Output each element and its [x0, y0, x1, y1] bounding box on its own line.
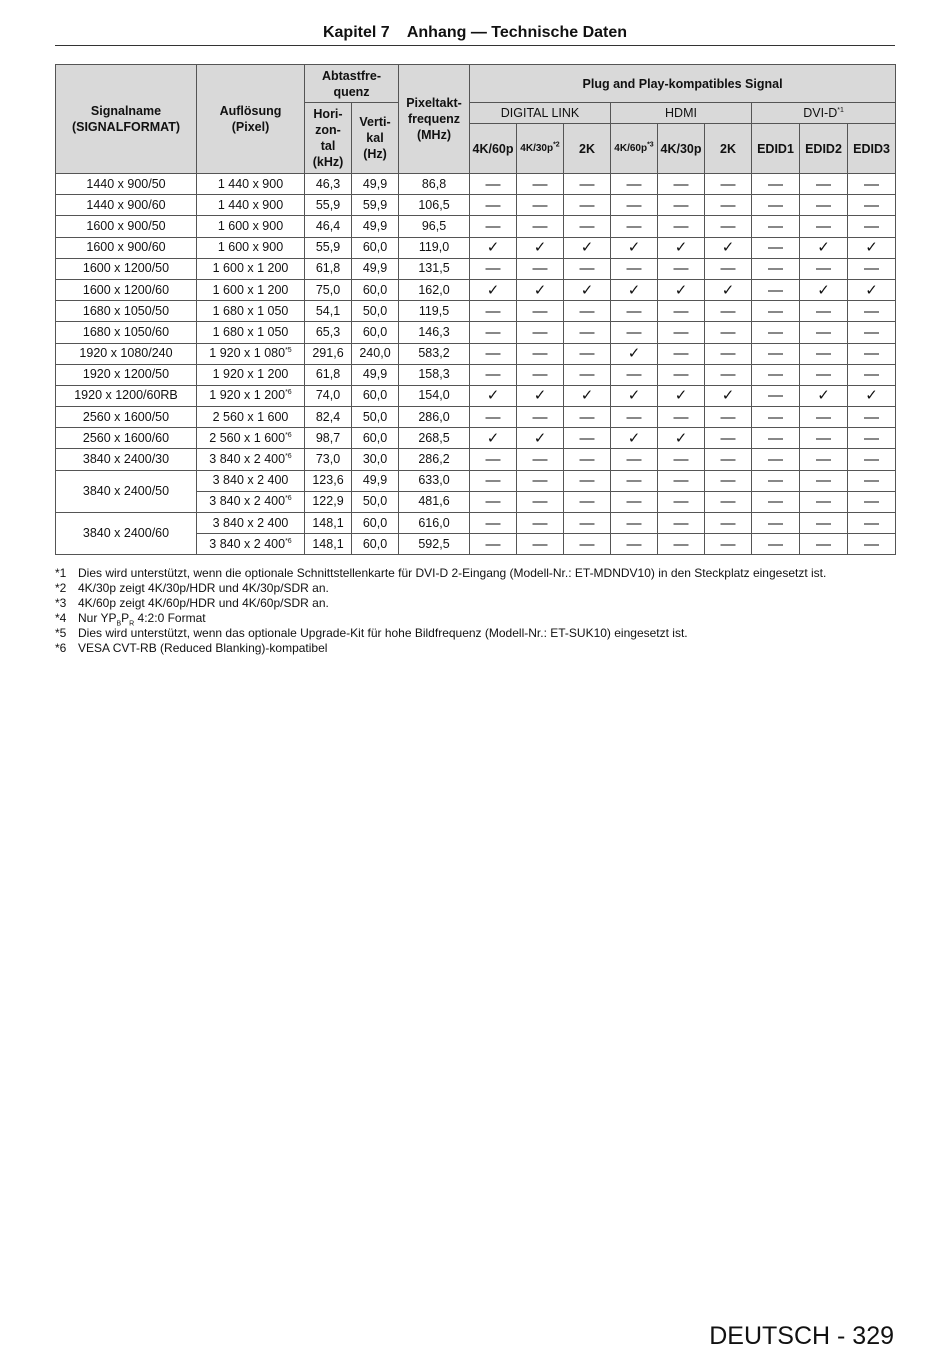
horizontal-cell: 98,7: [305, 428, 352, 449]
footnote-4: *4 Nur $YP_BP_R$ 4:2:0 Format: [55, 611, 206, 628]
signal-name-cell: 3840 x 2400/50: [56, 470, 197, 512]
check-mark-cell: ✓: [705, 385, 752, 406]
resolution-cell: 1 680 x 1 050: [197, 322, 305, 343]
signal-name-cell: 1600 x 900/50: [56, 216, 197, 237]
dash-cell: —: [800, 364, 848, 385]
table-row: [56, 301, 896, 322]
resolution-cell: 2 560 x 1 600$^{*6}$: [197, 428, 305, 449]
dash-cell: —: [564, 534, 611, 555]
dash-cell: —: [848, 343, 896, 364]
dash-cell: —: [470, 322, 517, 343]
table-row: [56, 258, 896, 279]
signal-name-cell: 3840 x 2400/60: [56, 513, 197, 555]
header-vertical: Verti-kal (Hz): [352, 103, 399, 174]
vertical-cell: 50,0: [352, 407, 399, 428]
dash-cell: —: [800, 428, 848, 449]
footnote-5: *5 Dies wird unterstützt, wenn das optionale Upgrade-Kit für hohe Bildfrequenz (Modell-Nr.: ET-SUK10) eingesetzt ist.: [55, 626, 688, 640]
dash-cell: —: [658, 174, 705, 195]
table-row: [56, 343, 896, 364]
dash-cell: —: [658, 407, 705, 428]
heading-rule: [55, 45, 895, 46]
dash-cell: —: [848, 470, 896, 491]
resolution-cell: 1 600 x 900: [197, 216, 305, 237]
table-row: [56, 385, 896, 406]
pixelclock-cell: 162,0: [399, 279, 470, 300]
header-digital-link: DIGITAL LINK: [470, 103, 611, 124]
header-subcol: 2K: [564, 124, 611, 174]
table-row: [56, 470, 896, 491]
dash-cell: —: [848, 364, 896, 385]
horizontal-cell: 82,4: [305, 407, 352, 428]
resolution-cell: 1 600 x 1 200: [197, 279, 305, 300]
dash-cell: —: [752, 237, 800, 258]
vertical-cell: 60,0: [352, 322, 399, 343]
dash-cell: —: [800, 301, 848, 322]
signal-name-cell: 1680 x 1050/60: [56, 322, 197, 343]
dash-cell: —: [611, 364, 658, 385]
pixelclock-cell: 146,3: [399, 322, 470, 343]
dash-cell: —: [705, 534, 752, 555]
signal-name-cell: 1600 x 900/60: [56, 237, 197, 258]
table-row: [56, 428, 896, 449]
check-mark-cell: ✓: [848, 279, 896, 300]
dash-cell: —: [517, 449, 564, 470]
resolution-cell: 3 840 x 2 400: [197, 513, 305, 534]
check-mark-cell: ✓: [705, 279, 752, 300]
vertical-cell: 30,0: [352, 449, 399, 470]
dash-cell: —: [752, 513, 800, 534]
dash-cell: —: [517, 491, 564, 512]
dash-cell: —: [705, 491, 752, 512]
page-number: DEUTSCH - 329: [709, 1322, 894, 1350]
horizontal-cell: 148,1: [305, 513, 352, 534]
dash-cell: —: [800, 407, 848, 428]
dash-cell: —: [564, 407, 611, 428]
dash-cell: —: [848, 174, 896, 195]
resolution-cell: 2 560 x 1 600: [197, 407, 305, 428]
dash-cell: —: [658, 513, 705, 534]
horizontal-cell: 123,6: [305, 470, 352, 491]
dash-cell: —: [470, 407, 517, 428]
dash-cell: —: [800, 491, 848, 512]
dash-cell: —: [517, 513, 564, 534]
table-row: [56, 364, 896, 385]
vertical-cell: 60,0: [352, 279, 399, 300]
dash-cell: —: [848, 407, 896, 428]
dash-cell: —: [752, 174, 800, 195]
dash-cell: —: [470, 364, 517, 385]
dash-cell: —: [470, 513, 517, 534]
resolution-cell: 3 840 x 2 400$^{*6}$: [197, 534, 305, 555]
dash-cell: —: [611, 513, 658, 534]
dash-cell: —: [800, 216, 848, 237]
dash-cell: —: [752, 534, 800, 555]
dash-cell: —: [848, 491, 896, 512]
dash-cell: —: [611, 534, 658, 555]
header-scan-frequency: Abtastfre-quenz: [305, 65, 399, 103]
horizontal-cell: 74,0: [305, 385, 352, 406]
header-hdmi: HDMI: [611, 103, 752, 124]
dash-cell: —: [752, 364, 800, 385]
header-plug-and-play: Plug and Play-kompatibles Signal: [470, 65, 896, 103]
footnote-6: *6 VESA CVT-RB (Reduced Blanking)-kompatibel: [55, 641, 328, 655]
horizontal-cell: 73,0: [305, 449, 352, 470]
dash-cell: —: [658, 322, 705, 343]
dash-cell: —: [800, 195, 848, 216]
check-mark-cell: ✓: [564, 279, 611, 300]
dash-cell: —: [705, 343, 752, 364]
vertical-cell: 49,9: [352, 470, 399, 491]
vertical-cell: 49,9: [352, 174, 399, 195]
dash-cell: —: [752, 449, 800, 470]
table-row: [56, 279, 896, 300]
dash-cell: —: [470, 491, 517, 512]
dash-cell: —: [658, 258, 705, 279]
vertical-cell: 60,0: [352, 237, 399, 258]
dash-cell: —: [658, 216, 705, 237]
horizontal-cell: 55,9: [305, 237, 352, 258]
check-mark-cell: ✓: [517, 279, 564, 300]
horizontal-cell: 148,1: [305, 534, 352, 555]
dash-cell: —: [752, 258, 800, 279]
check-mark-cell: ✓: [611, 279, 658, 300]
dash-cell: —: [752, 385, 800, 406]
check-mark-cell: ✓: [470, 237, 517, 258]
dash-cell: —: [658, 470, 705, 491]
check-mark-cell: ✓: [517, 237, 564, 258]
dash-cell: —: [800, 322, 848, 343]
dash-cell: —: [800, 258, 848, 279]
dash-cell: —: [705, 258, 752, 279]
resolution-cell: 1 440 x 900: [197, 174, 305, 195]
pixelclock-cell: 131,5: [399, 258, 470, 279]
check-mark-cell: ✓: [470, 428, 517, 449]
resolution-cell: 1 680 x 1 050: [197, 301, 305, 322]
dash-cell: —: [752, 195, 800, 216]
dash-cell: —: [611, 258, 658, 279]
pixelclock-cell: 286,0: [399, 407, 470, 428]
dash-cell: —: [517, 343, 564, 364]
horizontal-cell: 61,8: [305, 364, 352, 385]
dash-cell: —: [611, 470, 658, 491]
pixelclock-cell: 481,6: [399, 491, 470, 512]
pixelclock-cell: 633,0: [399, 470, 470, 491]
dash-cell: —: [470, 534, 517, 555]
dash-cell: —: [705, 216, 752, 237]
signal-name-cell: 1440 x 900/60: [56, 195, 197, 216]
dash-cell: —: [752, 491, 800, 512]
header-subcol: 2K: [705, 124, 752, 174]
table-row: [56, 237, 896, 258]
vertical-cell: 60,0: [352, 428, 399, 449]
pixelclock-cell: 154,0: [399, 385, 470, 406]
dash-cell: —: [517, 216, 564, 237]
dash-cell: —: [470, 449, 517, 470]
dash-cell: —: [658, 195, 705, 216]
dash-cell: —: [848, 258, 896, 279]
signal-name-cell: 2560 x 1600/60: [56, 428, 197, 449]
dash-cell: —: [658, 491, 705, 512]
horizontal-cell: 46,4: [305, 216, 352, 237]
header-subcol: EDID2: [800, 124, 848, 174]
signal-name-cell: 3840 x 2400/30: [56, 449, 197, 470]
dash-cell: —: [611, 322, 658, 343]
signal-name-cell: 1920 x 1080/240: [56, 343, 197, 364]
signal-name-cell: 1680 x 1050/50: [56, 301, 197, 322]
dash-cell: —: [800, 470, 848, 491]
dash-cell: —: [517, 174, 564, 195]
header-subcol: 4K/30p: [658, 124, 705, 174]
dash-cell: —: [848, 322, 896, 343]
dash-cell: —: [752, 322, 800, 343]
pixelclock-cell: 616,0: [399, 513, 470, 534]
dash-cell: —: [517, 470, 564, 491]
dash-cell: —: [517, 195, 564, 216]
dash-cell: —: [611, 216, 658, 237]
resolution-cell: 1 920 x 1 080$^{*5}$: [197, 343, 305, 364]
dash-cell: —: [658, 534, 705, 555]
horizontal-cell: 46,3: [305, 174, 352, 195]
dash-cell: —: [564, 258, 611, 279]
check-mark-cell: ✓: [658, 428, 705, 449]
dash-cell: —: [564, 301, 611, 322]
table-row: [56, 216, 896, 237]
vertical-cell: 60,0: [352, 385, 399, 406]
horizontal-cell: 61,8: [305, 258, 352, 279]
dash-cell: —: [564, 449, 611, 470]
pixelclock-cell: 119,5: [399, 301, 470, 322]
dash-cell: —: [611, 174, 658, 195]
dash-cell: —: [658, 343, 705, 364]
header-subcol: $4K/60p^{*3}$: [611, 124, 658, 174]
signal-name-cell: 1600 x 1200/60: [56, 279, 197, 300]
dash-cell: —: [705, 195, 752, 216]
table-row: [56, 195, 896, 216]
dash-cell: —: [470, 195, 517, 216]
header-horizontal: Hori-zon-tal (kHz): [305, 103, 352, 174]
check-mark-cell: ✓: [658, 279, 705, 300]
dash-cell: —: [800, 513, 848, 534]
table-row: [56, 407, 896, 428]
horizontal-cell: 55,9: [305, 195, 352, 216]
pixelclock-cell: 286,2: [399, 449, 470, 470]
dash-cell: —: [658, 364, 705, 385]
resolution-cell: 3 840 x 2 400$^{*6}$: [197, 449, 305, 470]
dash-cell: —: [752, 470, 800, 491]
check-mark-cell: ✓: [611, 385, 658, 406]
check-mark-cell: ✓: [517, 428, 564, 449]
dash-cell: —: [705, 407, 752, 428]
check-mark-cell: ✓: [705, 237, 752, 258]
dash-cell: —: [517, 258, 564, 279]
header-subcol: EDID1: [752, 124, 800, 174]
pixelclock-cell: 268,5: [399, 428, 470, 449]
dash-cell: —: [470, 301, 517, 322]
dash-cell: —: [705, 428, 752, 449]
vertical-cell: 50,0: [352, 301, 399, 322]
dash-cell: —: [470, 174, 517, 195]
dash-cell: —: [564, 364, 611, 385]
dash-cell: —: [611, 301, 658, 322]
chapter-heading: Kapitel 7 Anhang — Technische Daten: [322, 24, 628, 41]
dash-cell: —: [705, 322, 752, 343]
check-mark-cell: ✓: [470, 385, 517, 406]
dash-cell: —: [800, 174, 848, 195]
dash-cell: —: [848, 195, 896, 216]
dash-cell: —: [517, 301, 564, 322]
dash-cell: —: [752, 407, 800, 428]
signal-table: [55, 64, 896, 555]
dash-cell: —: [658, 449, 705, 470]
table-row: [56, 174, 896, 195]
pixelclock-cell: 86,8: [399, 174, 470, 195]
dash-cell: —: [705, 364, 752, 385]
vertical-cell: 50,0: [352, 491, 399, 512]
dash-cell: —: [470, 470, 517, 491]
check-mark-cell: ✓: [470, 279, 517, 300]
dash-cell: —: [611, 491, 658, 512]
vertical-cell: 49,9: [352, 258, 399, 279]
dash-cell: —: [658, 301, 705, 322]
dash-cell: —: [611, 195, 658, 216]
resolution-cell: 3 840 x 2 400: [197, 470, 305, 491]
resolution-cell: 3 840 x 2 400$^{*6}$: [197, 491, 305, 512]
vertical-cell: 60,0: [352, 534, 399, 555]
dash-cell: —: [752, 301, 800, 322]
signal-name-cell: 1440 x 900/50: [56, 174, 197, 195]
check-mark-cell: ✓: [848, 385, 896, 406]
horizontal-cell: 54,1: [305, 301, 352, 322]
dash-cell: —: [752, 216, 800, 237]
horizontal-cell: 291,6: [305, 343, 352, 364]
dash-cell: —: [470, 258, 517, 279]
horizontal-cell: 65,3: [305, 322, 352, 343]
dash-cell: —: [800, 343, 848, 364]
footnote-2: *2 4K/30p zeigt 4K/30p/HDR und 4K/30p/SDR an.: [55, 581, 329, 595]
dash-cell: —: [564, 174, 611, 195]
dash-cell: —: [517, 534, 564, 555]
check-mark-cell: ✓: [611, 343, 658, 364]
dash-cell: —: [705, 513, 752, 534]
resolution-cell: 1 600 x 900: [197, 237, 305, 258]
signal-name-cell: 1920 x 1200/60RB: [56, 385, 197, 406]
dash-cell: —: [611, 449, 658, 470]
footnotes: [55, 566, 915, 656]
dash-cell: —: [848, 449, 896, 470]
header-subcol: $4K/30p^{*2}$: [517, 124, 564, 174]
header-dvid: DVI-$D^{*1}$: [752, 103, 896, 124]
table-row: [56, 449, 896, 470]
resolution-cell: 1 920 x 1 200: [197, 364, 305, 385]
dash-cell: —: [848, 513, 896, 534]
dash-cell: —: [848, 428, 896, 449]
vertical-cell: 59,9: [352, 195, 399, 216]
check-mark-cell: ✓: [611, 237, 658, 258]
dash-cell: —: [470, 216, 517, 237]
footnote-3: *3 4K/60p zeigt 4K/60p/HDR und 4K/60p/SDR an.: [55, 596, 329, 610]
pixelclock-cell: 96,5: [399, 216, 470, 237]
check-mark-cell: ✓: [800, 279, 848, 300]
vertical-cell: 60,0: [352, 513, 399, 534]
pixelclock-cell: 592,5: [399, 534, 470, 555]
check-mark-cell: ✓: [800, 237, 848, 258]
dash-cell: —: [800, 449, 848, 470]
dash-cell: —: [752, 428, 800, 449]
dash-cell: —: [611, 407, 658, 428]
pixelclock-cell: 106,5: [399, 195, 470, 216]
dash-cell: —: [564, 470, 611, 491]
footnote-1: *1 Dies wird unterstützt, wenn die optionale Schnittstellenkarte für DVI-D 2-Eingang (Modell-Nr.: ET-MDNDV10) in den Steckplatz eingesetzt ist.: [55, 566, 827, 580]
header-subcol: 4K/60p: [470, 124, 517, 174]
check-mark-cell: ✓: [658, 385, 705, 406]
table-row: [56, 322, 896, 343]
signal-name-cell: 1920 x 1200/50: [56, 364, 197, 385]
dash-cell: —: [517, 322, 564, 343]
table-row: [56, 513, 896, 534]
dash-cell: —: [752, 279, 800, 300]
dash-cell: —: [564, 195, 611, 216]
pixelclock-cell: 119,0: [399, 237, 470, 258]
dash-cell: —: [705, 449, 752, 470]
header-pixelclock: Pixeltakt-frequenz (MHz): [399, 65, 470, 174]
check-mark-cell: ✓: [658, 237, 705, 258]
resolution-cell: 1 600 x 1 200: [197, 258, 305, 279]
check-mark-cell: ✓: [611, 428, 658, 449]
header-resolution: Auflösung (Pixel): [197, 65, 305, 174]
dash-cell: —: [564, 343, 611, 364]
header-subcol: EDID3: [848, 124, 896, 174]
dash-cell: —: [564, 513, 611, 534]
check-mark-cell: ✓: [564, 385, 611, 406]
dash-cell: —: [517, 364, 564, 385]
horizontal-cell: 122,9: [305, 491, 352, 512]
dash-cell: —: [800, 534, 848, 555]
vertical-cell: 240,0: [352, 343, 399, 364]
dash-cell: —: [848, 534, 896, 555]
dash-cell: —: [564, 428, 611, 449]
pixelclock-cell: 158,3: [399, 364, 470, 385]
check-mark-cell: ✓: [800, 385, 848, 406]
dash-cell: —: [564, 322, 611, 343]
signal-name-cell: 2560 x 1600/50: [56, 407, 197, 428]
dash-cell: —: [705, 301, 752, 322]
dash-cell: —: [848, 216, 896, 237]
resolution-cell: 1 920 x 1 200$^{*6}$: [197, 385, 305, 406]
dash-cell: —: [705, 470, 752, 491]
check-mark-cell: ✓: [848, 237, 896, 258]
dash-cell: —: [564, 491, 611, 512]
resolution-cell: 1 440 x 900: [197, 195, 305, 216]
check-mark-cell: ✓: [564, 237, 611, 258]
dash-cell: —: [752, 343, 800, 364]
vertical-cell: 49,9: [352, 364, 399, 385]
dash-cell: —: [848, 301, 896, 322]
dash-cell: —: [470, 343, 517, 364]
header-signalname: Signalname (SIGNALFORMAT): [56, 65, 197, 174]
dash-cell: —: [517, 407, 564, 428]
signal-name-cell: 1600 x 1200/50: [56, 258, 197, 279]
dash-cell: —: [564, 216, 611, 237]
vertical-cell: 49,9: [352, 216, 399, 237]
pixelclock-cell: 583,2: [399, 343, 470, 364]
horizontal-cell: 75,0: [305, 279, 352, 300]
dash-cell: —: [705, 174, 752, 195]
check-mark-cell: ✓: [517, 385, 564, 406]
